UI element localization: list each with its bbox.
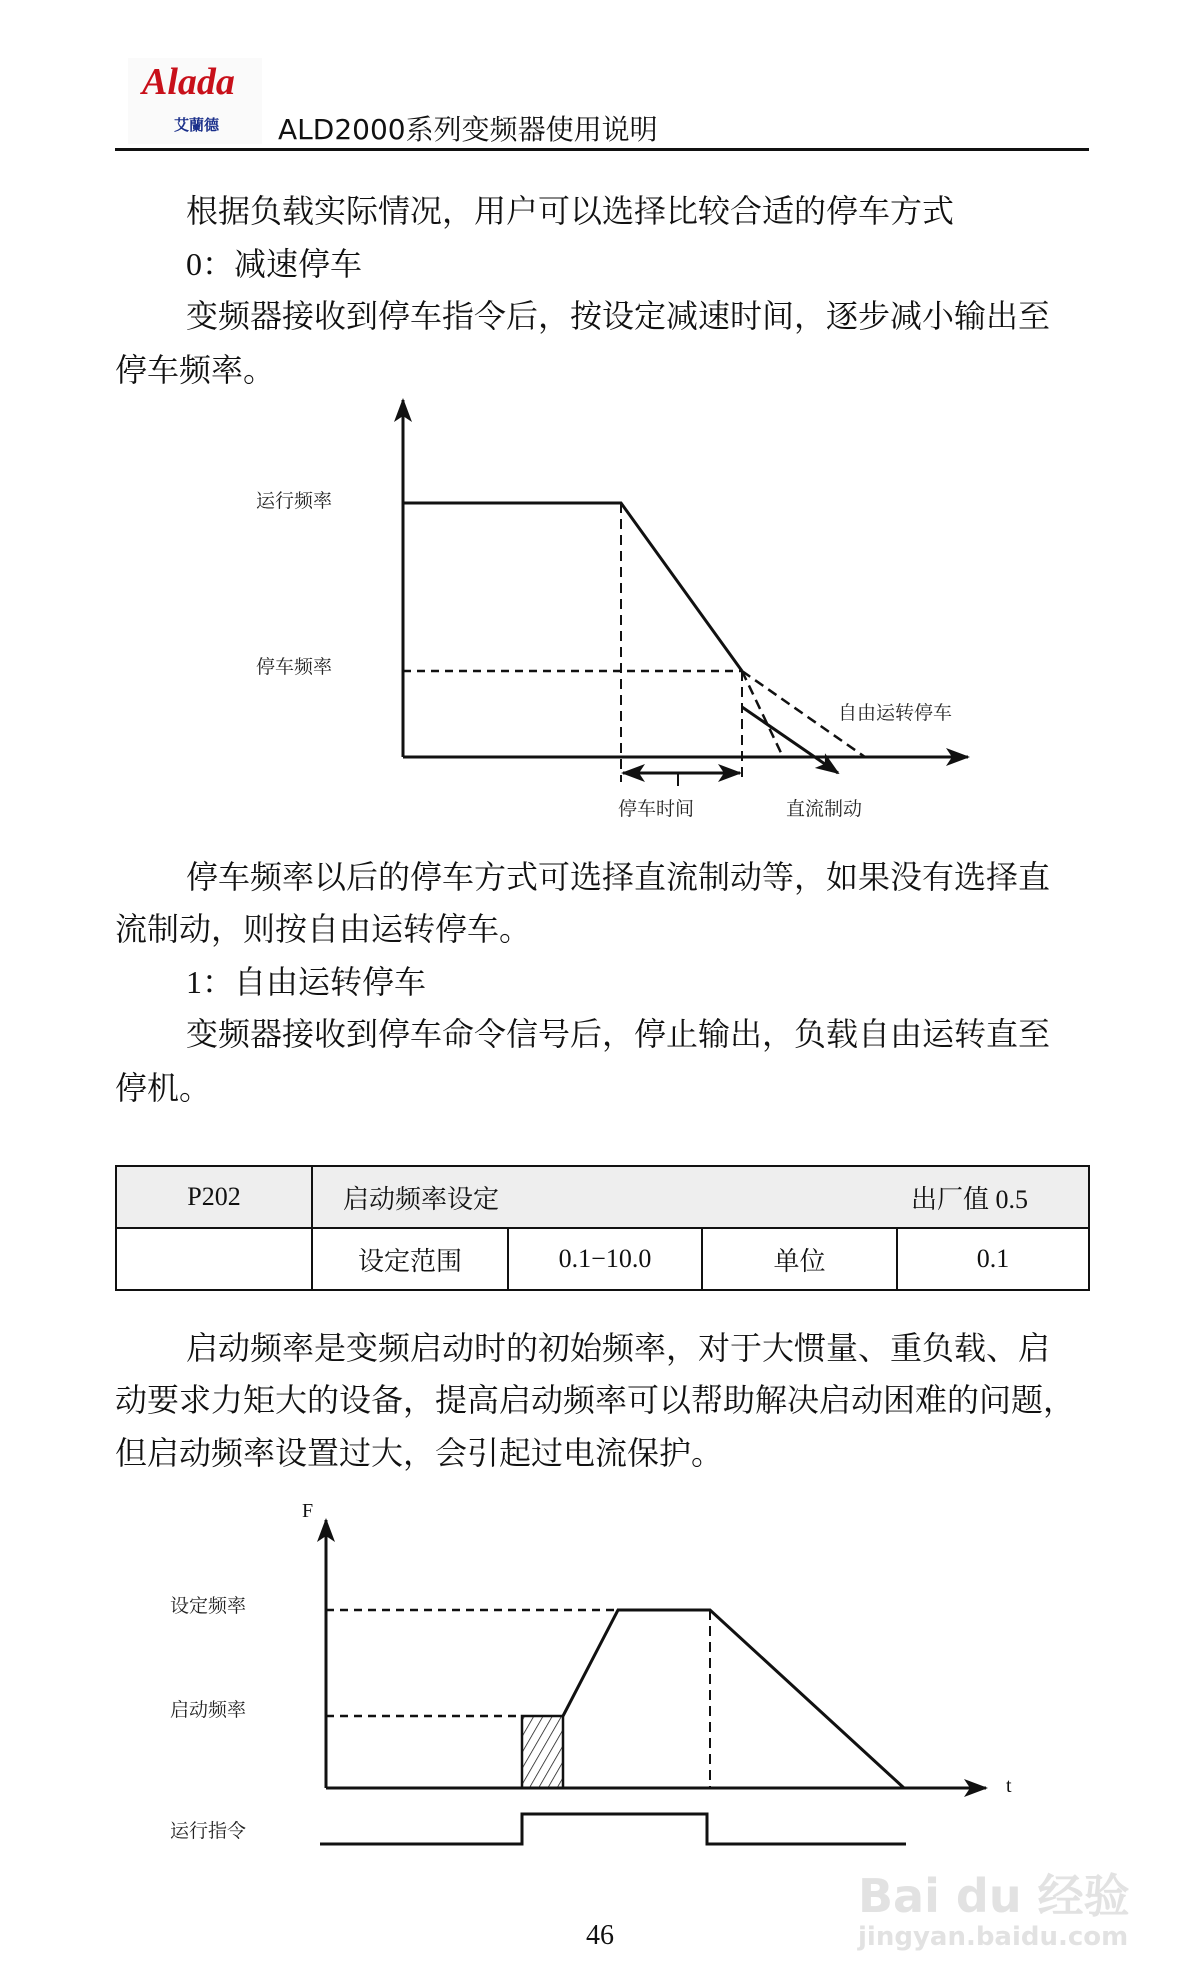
- run-command-signal: [320, 1814, 906, 1844]
- header-title: ALD2000系列变频器使用说明: [278, 113, 658, 146]
- stop-freq-label: 停车频率: [256, 656, 333, 678]
- paragraph: 停机。: [115, 1070, 212, 1106]
- dc-brake-line: [742, 707, 838, 773]
- logo-cn-text: 艾蘭德: [174, 116, 220, 134]
- param-name-cell: [312, 1166, 1089, 1228]
- subheading: 0：减速停车: [186, 246, 363, 282]
- param-default: 出厂值 0.5: [910, 1184, 1028, 1214]
- paragraph: 变频器接收到停车命令信号后，停止输出，负载自由运转直至: [186, 1016, 1051, 1052]
- paragraph: 动要求力矩大的设备，提高启动频率可以帮助解决启动困难的问题，: [115, 1382, 1076, 1418]
- x-axis-label: t: [1006, 1775, 1012, 1797]
- paragraph: 根据负载实际情况，用户可以选择比较合适的停车方式: [186, 193, 955, 229]
- range-value: 0.1−10.0: [508, 1228, 702, 1290]
- start-freq-label: 启动频率: [170, 1699, 247, 1721]
- paragraph: 但启动频率设置过大，会引起过电流保护。: [115, 1435, 724, 1471]
- table-row: [116, 1166, 1089, 1228]
- frequency-curve: [563, 1610, 904, 1788]
- table-row: [116, 1228, 1089, 1290]
- empty-cell: [116, 1228, 312, 1290]
- set-freq-label: 设定频率: [170, 1595, 247, 1617]
- run-cmd-label: 运行指令: [170, 1820, 247, 1842]
- y-axis-label: F: [302, 1500, 314, 1522]
- logo-text: Alada: [142, 61, 235, 103]
- parameter-table: [115, 1165, 1090, 1291]
- stop-time-label: 停车时间: [618, 798, 695, 820]
- range-label: 设定范围: [312, 1228, 508, 1290]
- paragraph: 流制动，则按自由运转停车。: [115, 911, 532, 947]
- unit-label: 单位: [702, 1228, 897, 1290]
- param-name: 启动频率设定: [343, 1184, 500, 1214]
- frequency-curve: [403, 503, 742, 671]
- paragraph: 停车频率以后的停车方式可选择直流制动等，如果没有选择直: [186, 859, 1051, 895]
- stop-mode-diagram: [403, 400, 968, 786]
- paragraph: 停车频率。: [115, 352, 276, 388]
- start-frequency-diagram: [320, 1520, 986, 1844]
- page-number: 46: [586, 1920, 614, 1951]
- watermark-brand: Bai du 经验: [858, 1869, 1130, 1923]
- dc-brake-label: 直流制动: [786, 798, 863, 820]
- paragraph: 变频器接收到停车指令后，按设定减速时间，逐步减小输出至: [186, 298, 1051, 334]
- start-freq-hold-block: [522, 1716, 563, 1788]
- unit-value: 0.1: [897, 1228, 1089, 1290]
- paragraph: 启动频率是变频启动时的初始频率，对于大惯量、重负载、启: [186, 1330, 1051, 1366]
- run-freq-label: 运行频率: [256, 490, 333, 512]
- param-code: P202: [116, 1166, 312, 1228]
- subheading: 1：自由运转停车: [186, 964, 427, 1000]
- watermark-url: jingyan.baidu.com: [858, 1922, 1129, 1952]
- free-run-label: 自由运转停车: [838, 702, 953, 724]
